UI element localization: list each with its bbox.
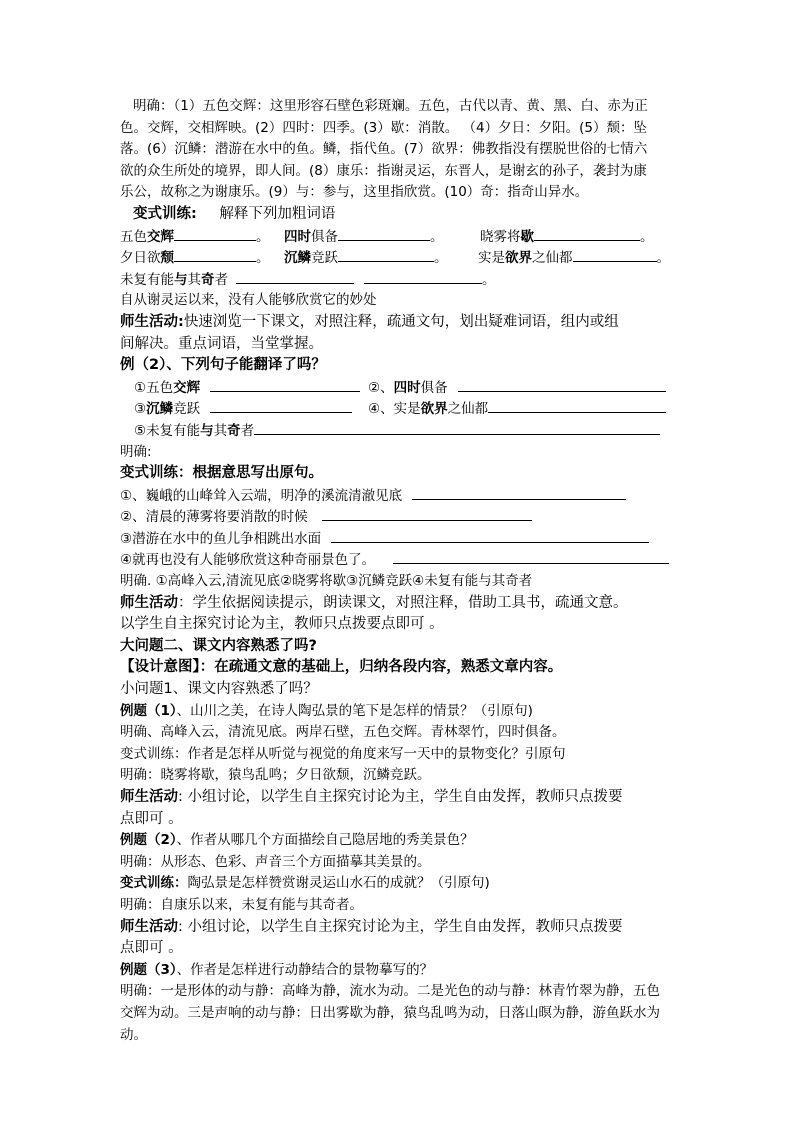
word-item-f: 实是欲界之仙都 。 [478, 247, 670, 270]
answer-blank[interactable] [174, 226, 256, 241]
example-2-heading: 例（2）、下列句子能翻译了吗？ [120, 357, 326, 374]
translate-item-c: ③沉鳞竞跃 [134, 398, 352, 421]
translate-item-a: ①五色交辉 [134, 377, 360, 400]
teacher-activity-1: 师生活动:快速浏览一下课文，对照注释，疏通文句，划出疑难词语，组内或组 [120, 313, 619, 330]
answer-line-2: 明确. ①高峰入云,清流见底②晓雾将歇③沉鳞竞跃④未复有能与其奇者 [120, 573, 533, 590]
teacher-activity-4: 师生活动: 小组讨论，以学生自主探究讨论为主，学生自由发挥，教师只点拨要 [120, 918, 623, 935]
teacher-activity-1-cont: 间解决。重点词语，当堂掌握。 [120, 335, 323, 352]
variant-label: 变式训练: [133, 205, 197, 222]
example-2-answer: 明确：从形态、色彩、声音三个方面描摹其美景的。 [120, 853, 431, 870]
original-item-1: ①、巍峨的山峰耸入云端，明净的溪流清澈见底 [120, 485, 676, 507]
word-blank-row-1 [120, 226, 676, 248]
design-intent: 【设计意图】：在疏通文意的基础上，归纳各段内容，熟悉文章内容。 [120, 659, 563, 676]
word-item-d: 夕日欲颓 。 [120, 247, 270, 270]
answer-blank[interactable] [364, 269, 482, 284]
example-1-answer: 明确、高峰入云，清流见底。两岸石壁，五色交辉。青林翠竹，四时俱备。 [120, 724, 566, 741]
example-3-answer-2: 交辉为动。三是声响的动与静：日出雾歇为静，猿鸟乱鸣为动，日落山暝为静，游鱼跃水为 [120, 1004, 660, 1021]
notes-line-5: 乐公，故称之为谢康乐。(9）与：参与，这里指欣赏。(10）奇：指奇山异水。 [120, 184, 589, 201]
answer-blank[interactable] [254, 420, 660, 435]
notes-line-1: 明确：（1）五色交辉：这里形容石壁色彩斑斓。五色，古代以青、黄、黑、白、赤为正 [133, 98, 648, 114]
example-2-question: 例题（2）、作者从哪几个方面描绘自己隐居地的秀美景色？ [120, 832, 474, 849]
variant-text: 解释下列加粗词语 [219, 205, 336, 222]
word-item-c: 晓雾将歇 。 [480, 226, 654, 249]
example-3-question: 例题（3）、作者是怎样进行动静结合的景物摹写的？ [120, 961, 434, 978]
translate-item-e: ⑤未复有能与其奇者 [134, 420, 660, 443]
teacher-activity-3-cont: 点即可 。 [120, 810, 183, 827]
variant-2-question: 变式训练：陶弘景是怎样赞赏谢灵运山水石的成就？（引原句) [120, 875, 490, 892]
answer-blank[interactable] [210, 377, 360, 392]
variant-2-answer: 明确：自康乐以来，未复有能与其奇者。 [120, 896, 363, 913]
translate-item-d: ④、实是欲界之仙都 [368, 398, 666, 421]
teacher-activity-4-cont: 点即可 。 [120, 940, 183, 957]
answer-blank[interactable] [174, 247, 256, 262]
variant-training-2: 变式训练：根据意思写出原句。 [120, 465, 323, 482]
answer-blank[interactable] [393, 549, 669, 564]
word-item-a: 五色交辉 。 [120, 226, 270, 249]
document-page [120, 96, 676, 1046]
answer-blank[interactable] [236, 269, 354, 284]
teacher-activity-2-cont: 以学生自主探究讨论为主，教师只点拨要点即可 。 [120, 616, 444, 633]
word-blank-row-3 [120, 269, 676, 291]
translate-item-b: ②、四时俱备 [368, 377, 666, 400]
notes-line-4: 欲的众生所处的境界，即人间。(8）康乐：指谢灵运，东晋人，是谢玄的孙子，袭封为康 [120, 162, 647, 179]
answer-blank[interactable] [412, 485, 626, 500]
answer-blank[interactable] [458, 377, 666, 392]
sub-question-1: 小问题1、课文内容熟悉了吗？ [120, 681, 318, 698]
example-3-answer-3: 动。 [120, 1026, 147, 1043]
teacher-activity-3: 师生活动: 小组讨论，以学生自主探究讨论为主，学生自由发挥，教师只点拨要 [120, 789, 623, 805]
answer-blank[interactable] [210, 398, 352, 413]
answer-blank[interactable] [322, 506, 532, 521]
variant-1-question: 变式训练：作者是怎样从听觉与视觉的角度来写一天中的景物变化？引原句 [120, 745, 566, 762]
translate-row-3 [120, 420, 676, 442]
notes-line-3: 落。(6）沉鳞：潜游在水中的鱼。鳞，指代鱼。(7）欲界：佛教指没有摆脱世俗的七情六 [120, 141, 648, 158]
answer-blank[interactable] [338, 226, 430, 241]
answer-blank[interactable] [338, 247, 434, 262]
answer-blank[interactable] [331, 528, 649, 543]
answer-blank[interactable] [488, 398, 666, 413]
word-item-g: 未复有能与其奇者 。 [120, 269, 496, 292]
original-item-3: ③潜游在水中的鱼儿争相跳出水面 [120, 528, 676, 550]
translate-row-2 [120, 398, 676, 420]
answer-blank[interactable] [534, 226, 640, 241]
big-question-2: 大问题二、课文内容熟悉了吗? [120, 637, 317, 654]
word-item-e: 沉鳞竞跃 。 [284, 247, 448, 270]
example-1-question: 例题（1）、山川之美，在诗人陶弘景的笔下是怎样的情景？（引原句) [120, 702, 533, 719]
original-item-2: ②、清晨的薄雾将要消散的时候 [120, 506, 676, 528]
translate-row-1 [120, 377, 676, 399]
original-item-4: ④就再也没有人能够欣赏这种奇丽景色了。 [120, 549, 676, 571]
teacher-activity-2: 师生活动：学生依据阅读提示，朗读课文，对照注释，借助工具书，疏通文意。 [120, 594, 628, 611]
example-3-answer-1: 明确：一是形体的动与静：高峰为静，流水为动。二是光色的动与静：林青竹翠为静，五色 [120, 983, 660, 1000]
answer-line-1: 自从谢灵运以来，没有人能够欣赏它的妙处 [120, 292, 377, 309]
word-blank-row-2 [120, 247, 676, 269]
answer-blank[interactable] [573, 247, 657, 262]
answer-label: 明确: [120, 443, 152, 460]
variant-training-1 [120, 204, 676, 226]
notes-line-2: 色。交辉，交相辉映。(2）四时：四季。(3）歇：消散。 （4）夕日：夕阳。(5）颓：坠 [120, 119, 647, 136]
variant-1-answer: 明确：晓雾将歇，猿鸟乱鸣；夕日欲颓，沉鳞竞跃。 [120, 767, 431, 784]
word-item-b: 四时俱备 。 [284, 226, 444, 249]
